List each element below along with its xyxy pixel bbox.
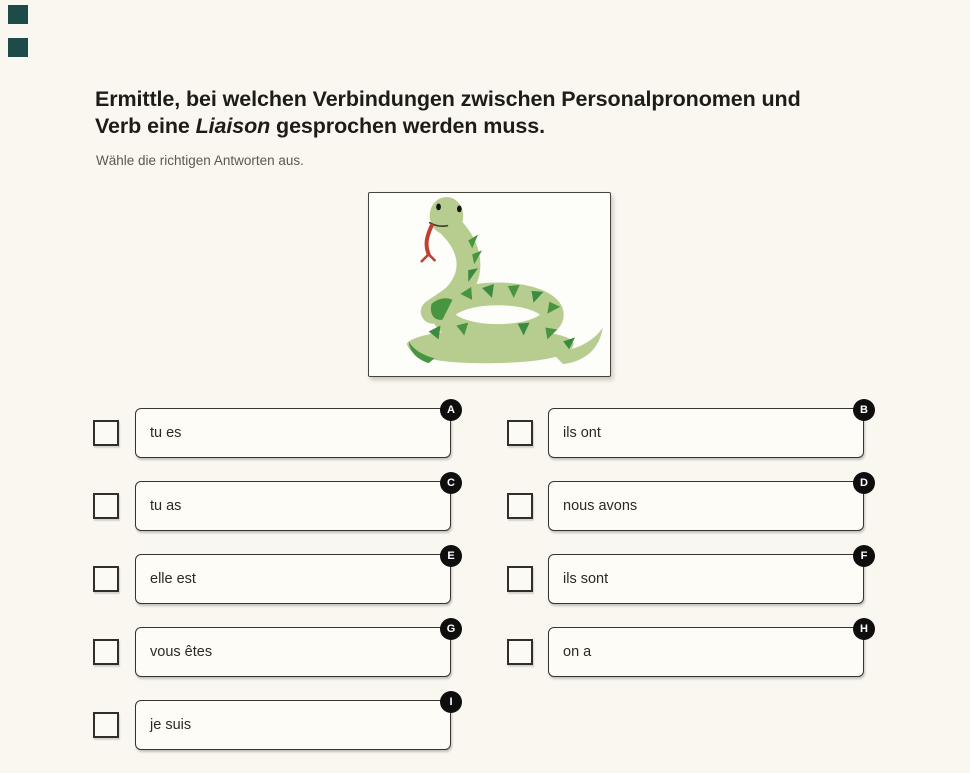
answer-box-B[interactable] <box>548 404 868 458</box>
option-H[interactable] <box>507 623 868 677</box>
option-E[interactable] <box>93 550 455 604</box>
answer-letter-badge: D <box>853 472 875 494</box>
answer-label: ils sont <box>563 571 609 587</box>
liaison-term: Liaison <box>195 114 271 138</box>
option-checkbox-I[interactable] <box>93 712 119 738</box>
option-F[interactable] <box>507 550 868 604</box>
option-D[interactable] <box>507 477 868 531</box>
option-checkbox-G[interactable] <box>93 639 119 665</box>
answer-label: tu es <box>150 425 182 441</box>
answer-label: je suis <box>150 717 192 733</box>
answer-box-F[interactable] <box>548 550 868 604</box>
option-A[interactable] <box>93 404 455 458</box>
answer-letter-badge: H <box>853 618 875 640</box>
option-checkbox-B[interactable] <box>507 420 533 446</box>
option-I[interactable] <box>93 696 453 750</box>
option-G[interactable] <box>93 623 456 677</box>
answer-label: vous êtes <box>150 644 213 660</box>
answer-letter-badge: A <box>440 399 462 421</box>
option-checkbox-C[interactable] <box>93 493 119 519</box>
option-checkbox-A[interactable] <box>93 420 119 446</box>
option-checkbox-F[interactable] <box>507 566 533 592</box>
answer-box-C[interactable] <box>135 477 455 531</box>
answer-label: ils ont <box>563 425 601 441</box>
answer-box-G[interactable] <box>135 623 456 677</box>
option-checkbox-D[interactable] <box>507 493 533 519</box>
question-title-line1: Ermittle, bei welchen Verbindungen zwischen Personalpronomen und <box>95 87 801 111</box>
option-C[interactable] <box>93 477 455 531</box>
answer-letter-badge: F <box>853 545 875 567</box>
answer-label: elle est <box>150 571 196 587</box>
answer-box-H[interactable] <box>548 623 868 677</box>
answer-label: on a <box>563 644 592 660</box>
answer-label: tu as <box>150 498 182 514</box>
answer-letter-badge: I <box>440 691 462 713</box>
question-title-line2: Verb eine Liaison gesprochen werden muss. <box>95 114 545 138</box>
answer-box-I[interactable] <box>135 696 453 750</box>
option-B[interactable] <box>507 404 868 458</box>
option-checkbox-E[interactable] <box>93 566 119 592</box>
answer-box-D[interactable] <box>548 477 868 531</box>
answer-box-E[interactable] <box>135 550 455 604</box>
option-checkbox-H[interactable] <box>507 639 533 665</box>
answer-label: nous avons <box>563 498 638 514</box>
answer-letter-badge: B <box>853 399 875 421</box>
answer-box-A[interactable] <box>135 404 455 458</box>
answer-letter-badge: C <box>440 472 462 494</box>
answer-letter-badge: E <box>440 545 462 567</box>
answer-letter-badge: G <box>440 618 462 640</box>
instruction-text: Wähle die richtigen Antworten aus. <box>96 153 304 168</box>
